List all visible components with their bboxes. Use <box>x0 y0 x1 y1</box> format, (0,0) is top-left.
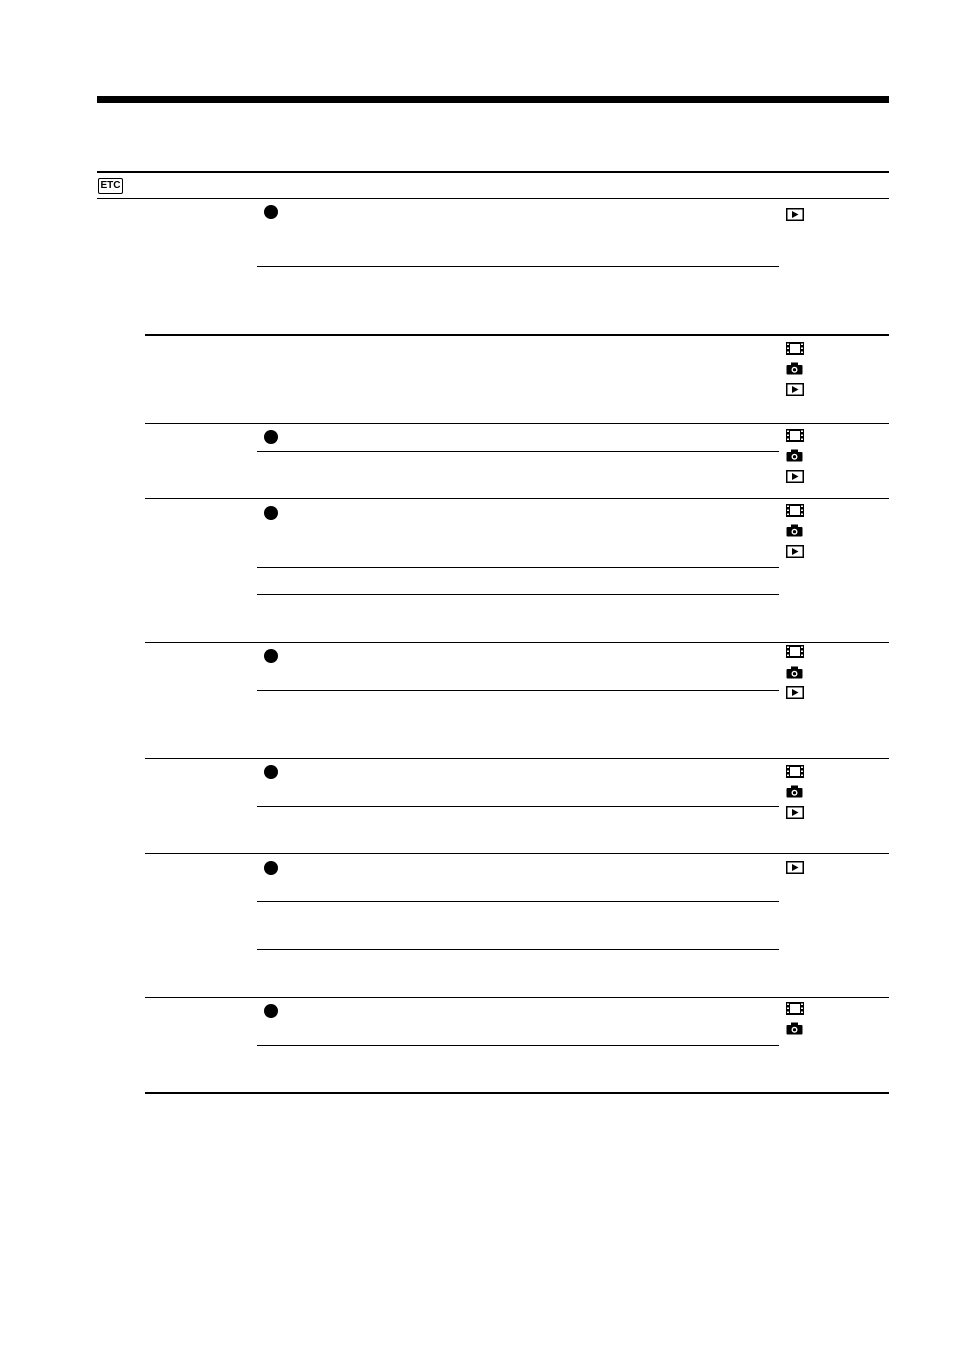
table-top-rule <box>97 171 889 173</box>
default-bullet-icon <box>264 1004 278 1018</box>
row-separator <box>145 758 889 759</box>
row-separator <box>145 853 889 854</box>
option-separator <box>257 451 779 452</box>
playback-icon <box>786 208 804 221</box>
option-separator <box>257 690 779 691</box>
row-separator <box>145 997 889 998</box>
title-rule <box>97 96 889 103</box>
etc-section-badge: ETC <box>98 178 123 194</box>
playback-icon <box>786 686 804 699</box>
camera-icon <box>786 449 804 462</box>
default-bullet-icon <box>264 861 278 875</box>
default-bullet-icon <box>264 649 278 663</box>
camera-icon <box>786 666 804 679</box>
option-separator <box>257 567 779 568</box>
row-separator <box>145 423 889 424</box>
film-strip-icon <box>786 429 804 442</box>
row-separator <box>145 334 889 336</box>
camera-icon <box>786 524 804 537</box>
playback-icon <box>786 383 804 396</box>
table-bottom-rule <box>145 1092 889 1094</box>
option-separator <box>257 949 779 950</box>
playback-icon <box>786 806 804 819</box>
option-separator <box>257 266 779 267</box>
option-separator <box>257 594 779 595</box>
film-strip-icon <box>786 645 804 658</box>
default-bullet-icon <box>264 430 278 444</box>
film-strip-icon <box>786 342 804 355</box>
row-separator <box>145 498 889 499</box>
option-separator <box>257 1045 779 1046</box>
playback-icon <box>786 545 804 558</box>
row-separator <box>145 642 889 643</box>
table-header-rule <box>97 198 889 199</box>
camera-icon <box>786 785 804 798</box>
film-strip-icon <box>786 504 804 517</box>
option-separator <box>257 901 779 902</box>
playback-icon <box>786 861 804 874</box>
default-bullet-icon <box>264 205 278 219</box>
film-strip-icon <box>786 765 804 778</box>
default-bullet-icon <box>264 765 278 779</box>
camera-icon <box>786 362 804 375</box>
film-strip-icon <box>786 1002 804 1015</box>
option-separator <box>257 806 779 807</box>
playback-icon <box>786 470 804 483</box>
camera-icon <box>786 1022 804 1035</box>
default-bullet-icon <box>264 506 278 520</box>
